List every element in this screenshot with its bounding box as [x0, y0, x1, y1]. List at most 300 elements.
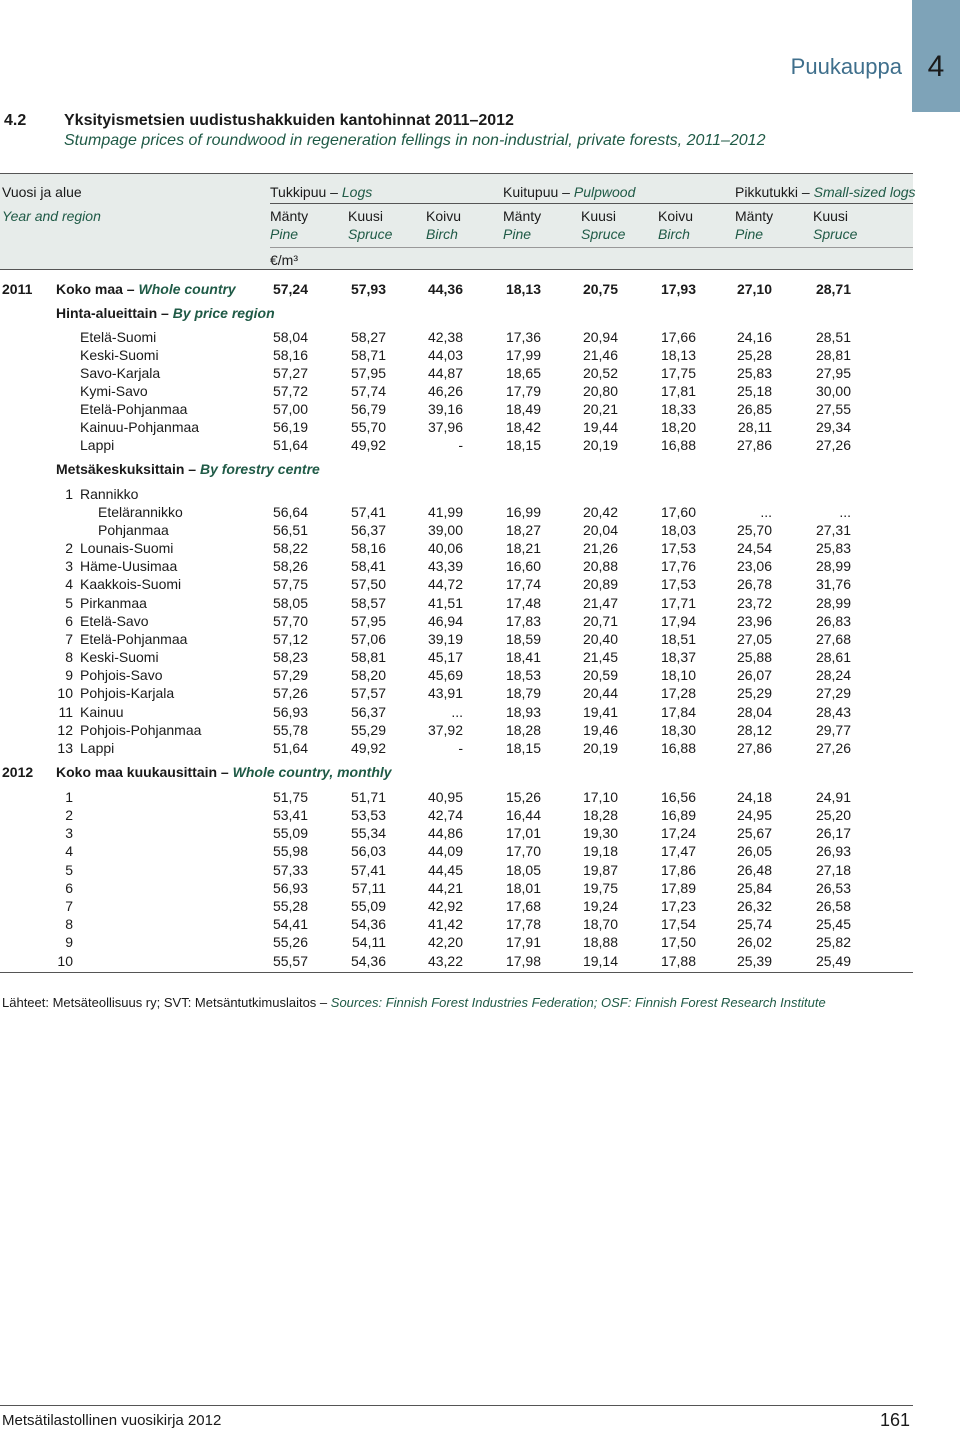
value-cell: 56,37	[350, 522, 386, 538]
chapter-tab	[912, 0, 960, 112]
page-number: 161	[879, 1410, 910, 1430]
value-cell: 16,56	[660, 789, 696, 805]
value-cell: 42,20	[427, 934, 463, 950]
value-cell: 25,88	[736, 649, 772, 665]
value-cell: 18,37	[660, 649, 696, 665]
row-number: 9	[65, 934, 73, 950]
value-cell: 18,59	[505, 631, 541, 647]
header-species-en: Pine	[735, 226, 764, 242]
value-cell: 20,21	[582, 401, 618, 417]
value-cell: 27,55	[815, 401, 851, 417]
header-species-fi: Mänty	[735, 208, 774, 224]
header-species-fi: Mänty	[270, 208, 309, 224]
value-cell: 58,71	[350, 347, 386, 363]
row-label: Pohjois-Karjala	[80, 685, 175, 701]
value-cell: 26,85	[736, 401, 772, 417]
row-label: Kaakkois-Suomi	[80, 576, 182, 592]
value-cell: 55,57	[272, 953, 308, 969]
value-cell: 19,46	[582, 722, 618, 738]
value-cell: 26,48	[736, 862, 772, 878]
value-cell: 25,29	[736, 685, 772, 701]
value-cell: 20,40	[582, 631, 618, 647]
row-year: 2012	[2, 764, 34, 780]
value-cell: 18,27	[505, 522, 541, 538]
value-cell: 17,79	[505, 383, 541, 399]
value-cell: 56,93	[272, 880, 308, 896]
value-cell: 49,92	[350, 740, 386, 756]
value-cell: 37,96	[427, 419, 463, 435]
value-cell: 26,02	[736, 934, 772, 950]
value-cell: 29,34	[815, 419, 851, 435]
value-cell: 20,88	[582, 558, 618, 574]
value-cell: 18,33	[660, 401, 696, 417]
value-cell: 16,89	[660, 807, 696, 823]
value-cell: 17,91	[505, 934, 541, 950]
row-number: 11	[58, 704, 73, 720]
value-cell: 44,09	[427, 843, 463, 859]
value-cell: 18,65	[505, 365, 541, 381]
value-cell: 21,47	[582, 595, 618, 611]
value-cell: 17,88	[660, 953, 696, 969]
value-cell: 25,49	[815, 953, 851, 969]
value-cell: 28,71	[815, 281, 851, 297]
value-cell: 17,89	[660, 880, 696, 896]
value-cell: 28,04	[736, 704, 772, 720]
row-label: Keski-Suomi	[80, 649, 159, 665]
header-group-logs: Tukkipuu – Logs	[270, 184, 373, 200]
row-number: 4	[65, 843, 73, 859]
value-cell: 17,68	[505, 898, 541, 914]
value-cell: 56,79	[350, 401, 386, 417]
value-cell: 25,82	[815, 934, 851, 950]
value-cell: 57,57	[350, 685, 386, 701]
row-label: Savo-Karjala	[80, 365, 161, 381]
value-cell: 26,93	[815, 843, 851, 859]
row-number: 9	[65, 667, 73, 683]
value-cell: 57,74	[350, 383, 386, 399]
value-cell: 42,38	[427, 329, 463, 345]
value-cell: 55,26	[272, 934, 308, 950]
value-cell: 42,92	[427, 898, 463, 914]
value-cell: 17,94	[660, 613, 696, 629]
value-cell: 27,10	[736, 281, 772, 297]
value-cell: 44,72	[427, 576, 463, 592]
value-cell: 44,45	[427, 862, 463, 878]
value-cell: 18,49	[505, 401, 541, 417]
value-cell: 18,20	[660, 419, 696, 435]
row-label: Hinta-alueittain – By price region	[56, 305, 275, 321]
value-cell: 27,95	[815, 365, 851, 381]
row-number: 13	[57, 740, 73, 756]
value-cell: 55,78	[272, 722, 308, 738]
header-species-fi: Koivu	[426, 208, 462, 224]
value-cell: ...	[839, 504, 851, 520]
value-cell: 26,07	[736, 667, 772, 683]
value-cell: 24,16	[736, 329, 772, 345]
value-cell: 57,95	[350, 613, 386, 629]
value-cell: 28,61	[815, 649, 851, 665]
value-cell: 19,24	[582, 898, 618, 914]
header-group-pulpwood: Kuitupuu – Pulpwood	[503, 184, 636, 200]
header-species-en: Pine	[270, 226, 299, 242]
value-cell: 25,83	[736, 365, 772, 381]
value-cell: 17,83	[505, 613, 541, 629]
row-number: 10	[57, 685, 73, 701]
value-cell: 18,05	[505, 862, 541, 878]
header-species-fi: Kuusi	[348, 208, 384, 224]
value-cell: 56,19	[272, 419, 308, 435]
table-title-en: Stumpage prices of roundwood in regeneration fellings in non-industrial, private forests, 2011–2012	[64, 132, 766, 149]
value-cell: 24,54	[736, 540, 772, 556]
value-cell: 16,99	[505, 504, 541, 520]
value-cell: 42,74	[427, 807, 463, 823]
value-cell: 26,17	[815, 825, 851, 841]
value-cell: 56,64	[272, 504, 308, 520]
value-cell: 46,26	[427, 383, 463, 399]
value-cell: 20,80	[582, 383, 618, 399]
value-cell: 43,39	[427, 558, 463, 574]
value-cell: 17,98	[505, 953, 541, 969]
value-cell: 16,88	[660, 437, 696, 453]
value-cell: 18,13	[505, 281, 541, 297]
value-cell: 57,29	[272, 667, 308, 683]
value-cell: 58,22	[272, 540, 308, 556]
value-cell: 17,53	[660, 576, 696, 592]
value-cell: 17,93	[660, 281, 696, 297]
value-cell: 58,27	[350, 329, 386, 345]
value-cell: 51,64	[272, 437, 308, 453]
value-cell: 27,86	[736, 740, 772, 756]
value-cell: 45,69	[427, 667, 463, 683]
header-species-fi: Kuusi	[813, 208, 849, 224]
value-cell: 43,91	[427, 685, 463, 701]
row-number: 1	[65, 789, 73, 805]
value-cell: 24,18	[736, 789, 772, 805]
value-cell: 18,93	[505, 704, 541, 720]
value-cell: 57,27	[272, 365, 308, 381]
value-cell: 57,26	[272, 685, 308, 701]
value-cell: 55,70	[350, 419, 386, 435]
value-cell: 24,95	[736, 807, 772, 823]
value-cell: 23,06	[736, 558, 772, 574]
header-species-en: Spruce	[813, 226, 858, 242]
value-cell: 44,03	[427, 347, 463, 363]
value-cell: 28,81	[815, 347, 851, 363]
value-cell: 25,67	[736, 825, 772, 841]
header-species-en: Birch	[658, 226, 690, 242]
row-number: 12	[57, 722, 73, 738]
value-cell: 51,75	[272, 789, 308, 805]
row-number: 7	[65, 898, 73, 914]
value-cell: 17,01	[505, 825, 541, 841]
value-cell: 21,45	[582, 649, 618, 665]
header-region-fi: Vuosi ja alue	[2, 184, 82, 200]
value-cell: 24,91	[815, 789, 851, 805]
value-cell: 55,28	[272, 898, 308, 914]
value-cell: 18,01	[505, 880, 541, 896]
value-cell: 17,74	[505, 576, 541, 592]
value-cell: 37,92	[427, 722, 463, 738]
value-cell: 16,60	[505, 558, 541, 574]
value-cell: 21,26	[582, 540, 618, 556]
row-number: 3	[65, 558, 73, 574]
value-cell: 17,86	[660, 862, 696, 878]
value-cell: 20,42	[582, 504, 618, 520]
value-cell: 17,70	[505, 843, 541, 859]
value-cell: 57,06	[350, 631, 386, 647]
header-species-en: Birch	[426, 226, 458, 242]
value-cell: 44,87	[427, 365, 463, 381]
value-cell: 27,68	[815, 631, 851, 647]
value-cell: 23,72	[736, 595, 772, 611]
value-cell: 20,94	[582, 329, 618, 345]
header-species-en: Pine	[503, 226, 532, 242]
value-cell: 17,23	[660, 898, 696, 914]
value-cell: 51,64	[272, 740, 308, 756]
row-label: Etelä-Suomi	[80, 329, 157, 345]
value-cell: 18,15	[505, 437, 541, 453]
value-cell: 19,87	[582, 862, 618, 878]
value-cell: 17,53	[660, 540, 696, 556]
header-unit-rule	[270, 247, 913, 248]
row-number: 7	[65, 631, 73, 647]
value-cell: 57,12	[272, 631, 308, 647]
table-title-fi: Yksityismetsien uudistushakkuiden kantohinnat 2011–2012	[64, 112, 514, 129]
value-cell: 25,28	[736, 347, 772, 363]
value-cell: 27,86	[736, 437, 772, 453]
value-cell: 54,41	[272, 916, 308, 932]
value-cell: 27,26	[815, 740, 851, 756]
row-number: 3	[65, 825, 73, 841]
row-number: 2	[65, 540, 73, 556]
value-cell: 17,84	[660, 704, 696, 720]
row-label: Kainuu-Pohjanmaa	[80, 419, 200, 435]
value-cell: 53,41	[272, 807, 308, 823]
value-cell: 41,42	[427, 916, 463, 932]
value-cell: 19,14	[582, 953, 618, 969]
value-cell: 53,53	[350, 807, 386, 823]
value-cell: 30,00	[815, 383, 851, 399]
value-cell: 57,11	[352, 880, 386, 896]
value-cell: 25,74	[736, 916, 772, 932]
value-cell: 18,53	[505, 667, 541, 683]
value-cell: 26,53	[815, 880, 851, 896]
value-cell: 55,29	[350, 722, 386, 738]
row-label: Pirkanmaa	[80, 595, 147, 611]
value-cell: 20,19	[582, 740, 618, 756]
value-cell: 19,44	[582, 419, 618, 435]
value-cell: 39,19	[427, 631, 463, 647]
value-cell: 43,22	[427, 953, 463, 969]
value-cell: 18,10	[660, 667, 696, 683]
value-cell: 17,48	[505, 595, 541, 611]
value-cell: 39,16	[427, 401, 463, 417]
value-cell: 18,30	[660, 722, 696, 738]
value-cell: 44,86	[427, 825, 463, 841]
value-cell: 21,46	[582, 347, 618, 363]
row-number: 5	[65, 595, 73, 611]
row-label: Etelä-Savo	[80, 613, 149, 629]
value-cell: 56,37	[350, 704, 386, 720]
value-cell: 57,50	[350, 576, 386, 592]
value-cell: 54,36	[350, 953, 386, 969]
value-cell: 55,09	[350, 898, 386, 914]
value-cell: 55,98	[272, 843, 308, 859]
value-cell: 27,18	[815, 862, 851, 878]
value-cell: -	[458, 437, 463, 453]
row-number: 2	[65, 807, 73, 823]
value-cell: 17,78	[505, 916, 541, 932]
value-cell: 25,45	[815, 916, 851, 932]
value-cell: 17,99	[505, 347, 541, 363]
value-cell: 20,04	[582, 522, 618, 538]
value-cell: 16,44	[505, 807, 541, 823]
value-cell: 25,39	[736, 953, 772, 969]
value-cell: 49,92	[350, 437, 386, 453]
value-cell: 58,26	[272, 558, 308, 574]
value-cell: 17,28	[660, 685, 696, 701]
value-cell: 20,71	[582, 613, 618, 629]
value-cell: 26,83	[815, 613, 851, 629]
value-cell: 18,41	[505, 649, 541, 665]
row-number: 4	[65, 576, 73, 592]
row-label: Rannikko	[80, 486, 139, 502]
value-cell: 15,26	[505, 789, 541, 805]
header-unit: €/m³	[270, 252, 298, 268]
value-cell: 57,33	[272, 862, 308, 878]
row-label: Pohjanmaa	[98, 522, 169, 538]
row-label: Kymi-Savo	[80, 383, 148, 399]
row-label: Koko maa kuukausittain – Whole country, monthly	[56, 764, 392, 780]
value-cell: 31,76	[815, 576, 851, 592]
value-cell: 57,70	[272, 613, 308, 629]
value-cell: 51,71	[350, 789, 386, 805]
value-cell: 58,16	[350, 540, 386, 556]
value-cell: 19,75	[582, 880, 618, 896]
value-cell: 19,41	[582, 704, 618, 720]
value-cell: 20,59	[582, 667, 618, 683]
value-cell: 40,06	[427, 540, 463, 556]
footer-publication: Metsätilastollinen vuosikirja 2012	[2, 1412, 222, 1429]
header-group-rule	[270, 203, 913, 204]
value-cell: 55,09	[272, 825, 308, 841]
chapter-tab-number: 4	[927, 50, 945, 83]
row-label: Keski-Suomi	[80, 347, 159, 363]
value-cell: 58,04	[272, 329, 308, 345]
row-label: Pohjois-Savo	[80, 667, 163, 683]
value-cell: 54,11	[352, 934, 386, 950]
row-label: Koko maa – Whole country	[56, 281, 236, 297]
value-cell: 27,31	[815, 522, 851, 538]
row-label: Lappi	[80, 740, 115, 756]
value-cell: 58,20	[350, 667, 386, 683]
value-cell: 28,43	[815, 704, 851, 720]
value-cell: 57,00	[272, 401, 308, 417]
value-cell: 28,99	[815, 558, 851, 574]
row-number: 10	[57, 953, 73, 969]
row-number: 5	[65, 862, 73, 878]
value-cell: 25,18	[736, 383, 772, 399]
value-cell: 18,88	[582, 934, 618, 950]
value-cell: 25,84	[736, 880, 772, 896]
footnote: Lähteet: Metsäteollisuus ry; SVT: Metsäntutkimuslaitos – Sources: Finnish Forest Industries Federation; OSF: Finnish Forest Research Institute	[2, 995, 826, 1010]
value-cell: 40,95	[427, 789, 463, 805]
value-cell: 18,28	[505, 722, 541, 738]
row-number: 6	[65, 613, 73, 629]
header-species-fi: Koivu	[658, 208, 694, 224]
value-cell: 58,16	[272, 347, 308, 363]
value-cell: 20,19	[582, 437, 618, 453]
value-cell: 41,51	[427, 595, 463, 611]
value-cell: 44,36	[427, 281, 463, 297]
value-cell: 19,18	[582, 843, 618, 859]
row-label: Pohjois-Pohjanmaa	[80, 722, 202, 738]
value-cell: 55,34	[350, 825, 386, 841]
row-number: 8	[65, 649, 73, 665]
row-label: Lappi	[80, 437, 115, 453]
value-cell: 58,41	[350, 558, 386, 574]
value-cell: 39,00	[427, 522, 463, 538]
value-cell: 16,88	[660, 740, 696, 756]
value-cell: 17,76	[660, 558, 696, 574]
value-cell: 17,75	[660, 365, 696, 381]
value-cell: 58,81	[350, 649, 386, 665]
value-cell: 27,26	[815, 437, 851, 453]
value-cell: 17,10	[582, 789, 618, 805]
value-cell: 57,95	[350, 365, 386, 381]
value-cell: 54,36	[350, 916, 386, 932]
value-cell: 17,71	[660, 595, 696, 611]
value-cell: 23,96	[736, 613, 772, 629]
row-label: Lounais-Suomi	[80, 540, 174, 556]
value-cell: 18,79	[505, 685, 541, 701]
row-label: Häme-Uusimaa	[80, 558, 178, 574]
value-cell: 26,05	[736, 843, 772, 859]
value-cell: 17,81	[660, 383, 696, 399]
header-species-fi: Mänty	[503, 208, 542, 224]
value-cell: 26,78	[736, 576, 772, 592]
row-label: Metsäkeskuksittain – By forestry centre	[56, 461, 320, 477]
value-cell: 17,66	[660, 329, 696, 345]
value-cell: 45,17	[427, 649, 463, 665]
value-cell: 18,03	[660, 522, 696, 538]
value-cell: 25,20	[815, 807, 851, 823]
value-cell: 28,24	[815, 667, 851, 683]
value-cell: 18,15	[505, 740, 541, 756]
value-cell: 18,42	[505, 419, 541, 435]
value-cell: 20,75	[582, 281, 618, 297]
value-cell: 57,41	[350, 862, 386, 878]
value-cell: 17,47	[660, 843, 696, 859]
value-cell: 18,70	[582, 916, 618, 932]
value-cell: 56,51	[272, 522, 308, 538]
value-cell: 56,03	[350, 843, 386, 859]
header-region-en: Year and region	[2, 208, 101, 224]
value-cell: ...	[451, 704, 463, 720]
value-cell: 29,77	[815, 722, 851, 738]
value-cell: -	[458, 740, 463, 756]
value-cell: 57,72	[272, 383, 308, 399]
value-cell: 26,58	[815, 898, 851, 914]
header-species-fi: Kuusi	[581, 208, 617, 224]
value-cell: 28,12	[736, 722, 772, 738]
row-number: 6	[65, 880, 73, 896]
value-cell: 17,60	[660, 504, 696, 520]
row-label: Kainuu	[80, 704, 124, 720]
row-label: Etelä-Pohjanmaa	[80, 401, 188, 417]
value-cell: 41,99	[427, 504, 463, 520]
header-group-small-logs: Pikkutukki – Small-sized logs	[735, 184, 916, 200]
